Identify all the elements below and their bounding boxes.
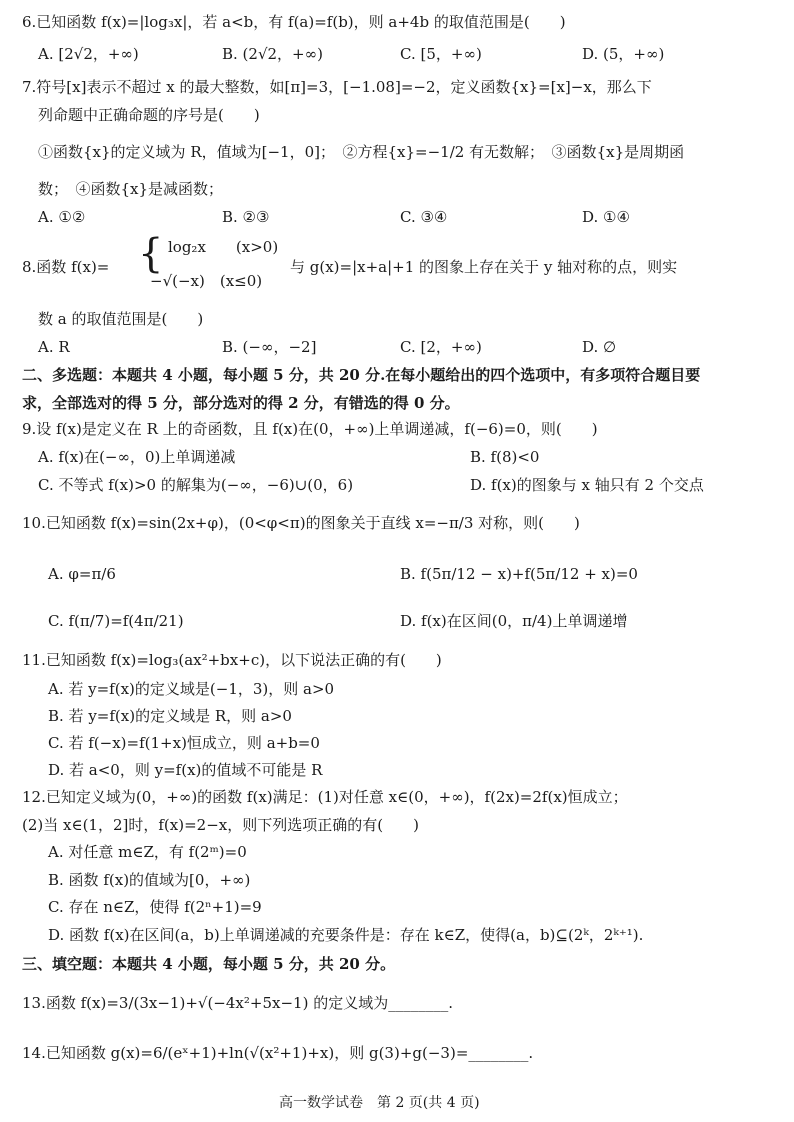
question-9-option-a: A. f(x)在(−∞，0)上单调递减 — [38, 448, 236, 466]
question-8-case1: log₂x (x>0) — [168, 238, 279, 256]
question-11-stem: 11.已知函数 f(x)=log₃(ax²+bx+c)，以下说法正确的有( ) — [22, 651, 442, 669]
question-6-option-d: D. (5，+∞) — [582, 45, 665, 63]
question-13-stem: 13.函数 f(x)=3/(3x−1)+√(−4x²+5x−1) 的定义域为________. — [22, 994, 453, 1012]
question-10-option-a: A. φ=π/6 — [48, 565, 116, 583]
question-11-option-d: D. 若 a<0，则 y=f(x)的值域不可能是 R — [48, 761, 323, 779]
question-6-option-c: C. [5，+∞) — [400, 45, 482, 63]
question-12-option-c: C. 存在 n∈Z，使得 f(2ⁿ+1)=9 — [48, 898, 262, 916]
question-7-stem-line2: 列命题中正确命题的序号是( ) — [38, 106, 260, 124]
question-7-option-c: C. ③④ — [400, 208, 448, 226]
question-6-option-a: A. [2√2，+∞) — [38, 45, 139, 63]
question-12-stem-line2: (2)当 x∈(1，2]时，f(x)=2−x，则下列选项正确的有( ) — [22, 816, 419, 834]
brace-symbol: { — [138, 231, 164, 277]
question-8-tail: 与 g(x)=|x+a|+1 的图象上存在关于 y 轴对称的点，则实 — [290, 258, 678, 276]
section-2-heading-line2: 求，全部选对的得 5 分，部分选对的得 2 分，有错选的得 0 分。 — [22, 394, 460, 412]
question-10-stem: 10.已知函数 f(x)=sin(2x+φ)，(0<φ<π)的图象关于直线 x=−π/3 对称，则( ) — [22, 514, 580, 532]
question-10-option-d: D. f(x)在区间(0，π/4)上单调递增 — [400, 612, 628, 630]
question-7-statements-line2: 数； ④函数{x}是减函数； — [38, 180, 224, 198]
question-8-lead: 8.函数 f(x)= — [22, 258, 110, 276]
question-7-option-b: B. ②③ — [222, 208, 270, 226]
question-12-option-a: A. 对任意 m∈Z，有 f(2ᵐ)=0 — [48, 843, 247, 861]
question-7-statements-line1: ①函数{x}的定义域为 R，值域为[−1，0]； ②方程{x}=−1/2 有无数解； ③函数{x}是周期函 — [38, 143, 685, 161]
question-9-stem: 9.设 f(x)是定义在 R 上的奇函数，且 f(x)在(0，+∞)上单调递减，f(−6)=0，则( ) — [22, 420, 598, 438]
question-8-option-d: D. ∅ — [582, 338, 617, 356]
question-9-option-b: B. f(8)<0 — [470, 448, 540, 466]
section-3-heading: 三、填空题：本题共 4 小题，每小题 5 分，共 20 分。 — [22, 955, 396, 973]
question-11-option-c: C. 若 f(−x)=f(1+x)恒成立，则 a+b=0 — [48, 734, 320, 752]
section-2-heading-line1: 二、多选题：本题共 4 小题，每小题 5 分，共 20 分.在每小题给出的四个选项中，有多项符合题目要 — [22, 366, 701, 384]
question-11-option-b: B. 若 y=f(x)的定义域是 R，则 a>0 — [48, 707, 292, 725]
question-12-option-d: D. 函数 f(x)在区间(a，b)上单调递减的充要条件是：存在 k∈Z，使得(a，b)⊆(2ᵏ，2ᵏ⁺¹). — [48, 926, 644, 944]
question-7-stem-line1: 7.符号[x]表示不超过 x 的最大整数，如[π]=3，[−1.08]=−2，定义函数{x}=[x]−x，那么下 — [22, 78, 652, 96]
question-6-stem: 6.已知函数 f(x)=|log₃x|，若 a<b，有 f(a)=f(b)，则 a+4b 的取值范围是( ) — [22, 13, 566, 31]
question-7-option-d: D. ①④ — [582, 208, 630, 226]
question-8-option-a: A. R — [38, 338, 70, 356]
question-14-stem: 14.已知函数 g(x)=6/(eˣ+1)+ln(√(x²+1)+x)，则 g(3)+g(−3)=________. — [22, 1044, 534, 1062]
question-9-option-d: D. f(x)的图象与 x 轴只有 2 个交点 — [470, 476, 704, 494]
question-12-stem-line1: 12.已知定义域为(0，+∞)的函数 f(x)满足：(1)对任意 x∈(0，+∞)，f(2x)=2f(x)恒成立； — [22, 788, 628, 806]
question-10-option-b: B. f(5π/12 − x)+f(5π/12 + x)=0 — [400, 565, 638, 583]
question-10-option-c: C. f(π/7)=f(4π/21) — [48, 612, 184, 630]
question-6-option-b: B. (2√2，+∞) — [222, 45, 323, 63]
page-footer: 高一数学试卷 第 2 页(共 4 页) — [279, 1095, 480, 1111]
question-9-option-c: C. 不等式 f(x)>0 的解集为(−∞，−6)∪(0，6) — [38, 476, 354, 494]
question-7-option-a: A. ①② — [38, 208, 86, 226]
question-11-option-a: A. 若 y=f(x)的定义域是(−1，3)，则 a>0 — [48, 680, 335, 698]
question-8-option-c: C. [2，+∞) — [400, 338, 482, 356]
question-8-stem-line2: 数 a 的取值范围是( ) — [38, 310, 204, 328]
question-8-option-b: B. (−∞，−2] — [222, 338, 317, 356]
question-12-option-b: B. 函数 f(x)的值域为[0，+∞) — [48, 871, 251, 889]
question-8-case2: −√(−x) (x≤0) — [150, 272, 263, 290]
